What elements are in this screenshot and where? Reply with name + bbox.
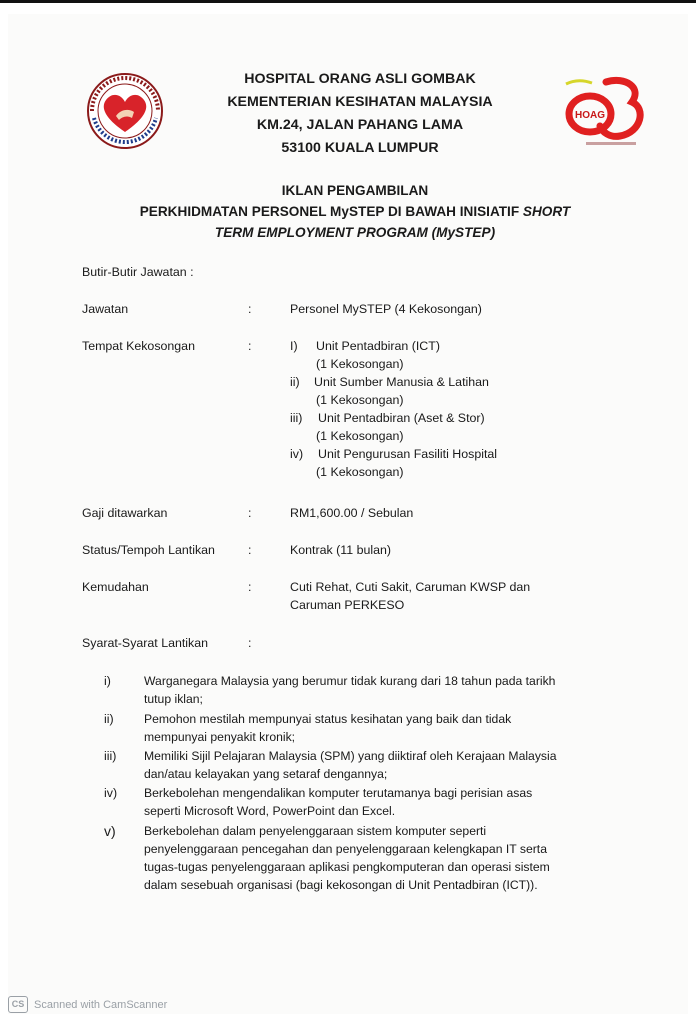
jawatan-value: Personel MySTEP (4 Kekosongan)	[290, 302, 482, 316]
colon: :	[248, 302, 252, 316]
top-border	[0, 0, 696, 3]
requirement-line: seperti Microsoft Word, PowerPoint dan Excel.	[144, 804, 396, 818]
requirement-num: i)	[104, 674, 111, 688]
tempat-item-unit: Unit Pentadbiran (ICT)	[316, 339, 440, 353]
ad-subtitle-prefix: PERKHIDMATAN PERSONEL MySTEP DI BAWAH INISIATIF	[139, 204, 523, 219]
tempat-item-num: ii)	[290, 375, 300, 389]
colon: :	[248, 636, 252, 650]
hospital-heart-logo-icon	[86, 72, 164, 150]
colon: :	[248, 580, 252, 594]
requirement-num: v)	[104, 823, 116, 839]
details-section-label: Butir-Butir Jawatan :	[82, 265, 194, 279]
tempat-item-num: I)	[290, 339, 298, 353]
ad-subtitle-line2	[60, 224, 650, 242]
tempat-item-unit: Unit Pengurusan Fasiliti Hospital	[318, 447, 498, 461]
kemudahan-value-line2: Caruman PERKESO	[290, 598, 405, 612]
requirement-line: penyelenggaraan pencegahan dan penyelenggaraan kelengkapan IT serta	[144, 842, 547, 856]
requirements-label: Syarat-Syarat Lantikan	[82, 636, 209, 650]
requirement-line: Memiliki Sijil Pelajaran Malaysia (SPM) yang diiktiraf oleh Kerajaan Malaysia	[144, 749, 557, 763]
header-city: 53100 KUALA LUMPUR	[281, 140, 439, 156]
camscanner-icon: CS	[8, 996, 28, 1013]
ad-subtitle-italic: SHORT	[522, 204, 571, 219]
hoag-logo-icon	[556, 74, 648, 152]
requirement-line: tutup iklan;	[144, 692, 203, 706]
tempat-item-count: (1 Kekosongan)	[316, 429, 404, 443]
ad-title: IKLAN PENGAMBILAN	[281, 183, 429, 198]
requirement-line: dan/atau kelayakan yang setaraf dengannya;	[144, 767, 388, 781]
colon: :	[248, 543, 252, 557]
hoag-logo-text: HOAG	[575, 110, 605, 121]
jawatan-label: Jawatan	[82, 302, 129, 316]
gaji-label: Gaji ditawarkan	[82, 506, 168, 520]
requirement-line: Berkebolehan mengendalikan komputer terutamanya bagi perisian asas	[144, 786, 533, 800]
requirement-line: Berkebolehan dalam penyelenggaraan sistem komputer seperti	[144, 824, 487, 838]
kemudahan-label: Kemudahan	[82, 580, 149, 594]
status-value: Kontrak (11 bulan)	[290, 543, 392, 557]
requirement-num: iii)	[104, 749, 117, 763]
requirement-line: Warganegara Malaysia yang berumur tidak kurang dari 18 tahun pada tarikh	[144, 674, 556, 688]
tempat-label: Tempat Kekosongan	[82, 339, 195, 353]
ad-subtitle-italic-2: TERM EMPLOYMENT PROGRAM (MySTEP)	[214, 225, 496, 240]
scanner-watermark	[8, 996, 167, 1013]
scanner-watermark-text: Scanned with CamScanner	[34, 998, 168, 1011]
ad-subtitle-line1	[60, 203, 650, 221]
header-hospital-name: HOSPITAL ORANG ASLI GOMBAK	[244, 71, 476, 87]
tempat-item-num: iii)	[290, 411, 303, 425]
requirement-num: iv)	[104, 786, 118, 800]
requirement-line: mempunyai penyakit kronik;	[144, 730, 296, 744]
tempat-item-count: (1 Kekosongan)	[316, 357, 404, 371]
tempat-item-num: iv)	[290, 447, 304, 461]
colon: :	[248, 506, 252, 520]
gaji-value: RM1,600.00 / Sebulan	[290, 506, 414, 520]
requirement-num: ii)	[104, 712, 114, 726]
tempat-item-unit: Unit Pentadbiran (Aset & Stor)	[318, 411, 485, 425]
requirement-line: tugas-tugas penyelenggaraan aplikasi pengkomputeran dan operasi sistem	[144, 860, 550, 874]
colon: :	[248, 339, 252, 353]
tempat-item-count: (1 Kekosongan)	[316, 393, 404, 407]
requirement-line: Pemohon mestilah mempunyai status kesihatan yang baik dan tidak	[144, 712, 512, 726]
kemudahan-value-line1: Cuti Rehat, Cuti Sakit, Caruman KWSP dan	[290, 580, 531, 594]
requirement-line: dalam sesebuah organisasi (bagi kekosongan di Unit Pentadbiran (ICT)).	[144, 878, 538, 892]
header-address: KM.24, JALAN PAHANG LAMA	[256, 117, 464, 133]
status-label: Status/Tempoh Lantikan	[82, 543, 215, 557]
header-ministry: KEMENTERIAN KESIHATAN MALAYSIA	[227, 94, 493, 110]
tempat-item-unit: Unit Sumber Manusia & Latihan	[314, 375, 489, 389]
tempat-item-count: (1 Kekosongan)	[316, 465, 404, 479]
